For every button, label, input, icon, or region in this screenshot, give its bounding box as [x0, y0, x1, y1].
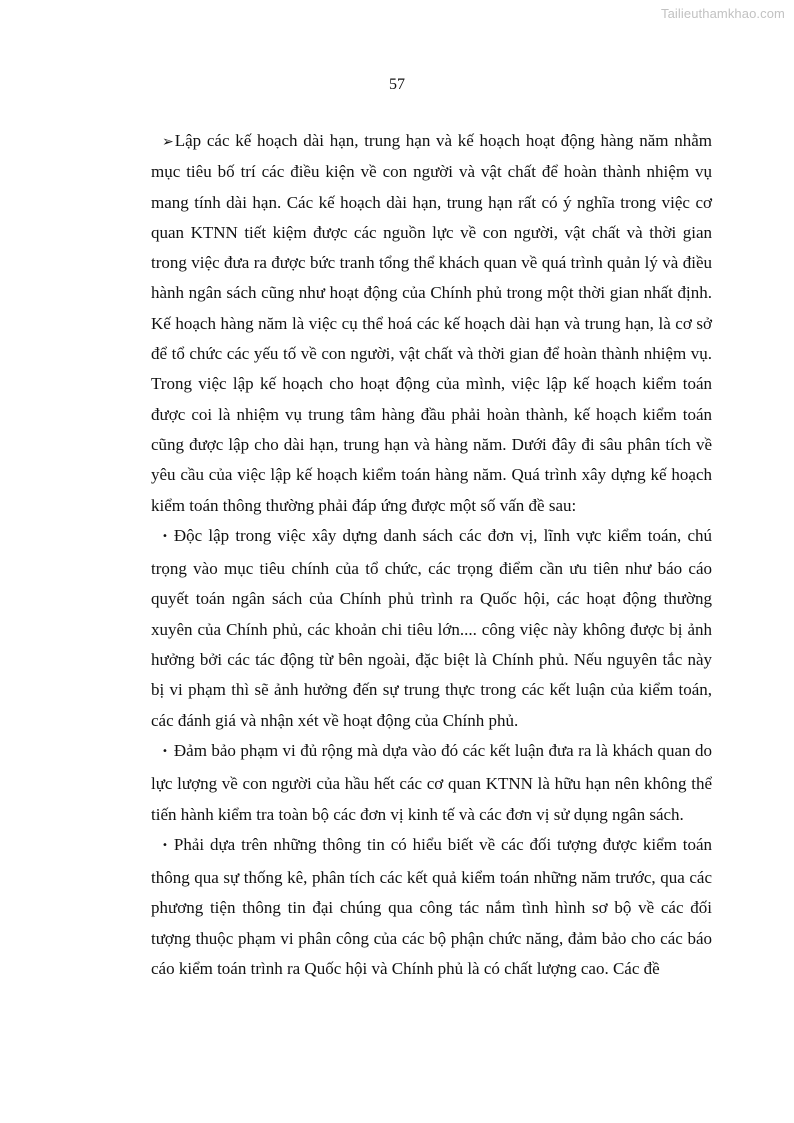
bullet-dot-icon: • — [162, 839, 168, 851]
bullet-paragraph-2 — [151, 736, 712, 830]
bullet-text-1: Độc lập trong việc xây dựng danh sách các đơn vị, lĩnh vực kiểm toán, chú trọng vào mục tiêu chính của tổ chức, các trọng điểm cần ưu tiên như báo cáo quyết toán ngân sách của Chính phủ trình ra Quốc hội, các hoạt động thường xuyên của Chính phủ, các khoản chi tiêu lớn.... công việc này không được bị ảnh hưởng bởi các tác động từ bên ngoài, đặc biệt là Chính phủ. Nếu nguyên tắc này bị vi phạm thì sẽ ảnh hưởng đến sự trung thực trong các kết luận của kiểm toán, các đánh giá và nhận xét về hoạt động của Chính phủ. — [151, 525, 712, 730]
bullet-text-2: Đảm bảo phạm vi đủ rộng mà dựa vào đó các kết luận đưa ra là khách quan do lực lượng về con người của hầu hết các cơ quan KTNN là hữu hạn nên không thể tiến hành kiểm tra toàn bộ các đơn vị kinh tế và các đơn vị sử dụng ngân sách. — [151, 740, 712, 824]
intro-text: Lập các kế hoạch dài hạn, trung hạn và kế hoạch hoạt động hàng năm nhằm mục tiêu bố trí các điều kiện về con người và vật chất để hoàn thành nhiệm vụ mang tính dài hạn. Các kế hoạch dài hạn, trung hạn rất có ý nghĩa trong việc cơ quan KTNN tiết kiệm được các nguồn lực về con người, vật chất và thời gian trong việc đưa ra được bức tranh tổng thể khách quan về quá trình quản lý và điều hành ngân sách cũng như hoạt động của Chính phủ trong một thời gian nhất định. Kế hoạch hàng năm là việc cụ thể hoá các kế hoạch dài hạn và trung hạn, là cơ sở để tổ chức các yếu tố về con người, vật chất và thời gian để hoàn thành nhiệm vụ. Trong việc lập kế hoạch cho hoạt động của mình, việc lập kế hoạch kiểm toán được coi là nhiệm vụ trung tâm hàng đầu phải hoàn thành, kế hoạch kiểm toán cũng được lập cho dài hạn, trung hạn và hàng năm. Dưới đây đi sâu phân tích về yêu cầu của việc lập kế hoạch kiểm toán hàng năm. Quá trình xây dựng kế hoạch kiểm toán thông thường phải đáp ứng được một số vấn đề sau: — [151, 131, 712, 515]
bullet-paragraph-1 — [151, 521, 712, 736]
bullet-text-3: Phải dựa trên những thông tin có hiểu biết về các đối tượng được kiểm toán thông qua sự thống kê, phân tích các kết quả kiểm toán những năm trước, qua các phương tiện thông tin đại chúng qua công tác nắm tình hình sơ bộ về các đối tượng thuộc phạm vi phân công của các bộ phận chức năng, đảm bảo cho các báo cáo kiểm toán trình ra Quốc hội và Chính phủ là có chất lượng cao. Các đề — [151, 834, 712, 979]
page-number: 57 — [389, 76, 405, 93]
intro-paragraph — [151, 126, 712, 521]
watermark: Tailieuthamkhao.com — [660, 6, 785, 21]
arrow-bullet-icon: ➢ — [162, 134, 174, 150]
bullet-paragraph-3 — [151, 830, 712, 984]
bullet-dot-icon: • — [162, 530, 168, 542]
document-body — [151, 126, 712, 984]
bullet-dot-icon: • — [162, 745, 168, 757]
